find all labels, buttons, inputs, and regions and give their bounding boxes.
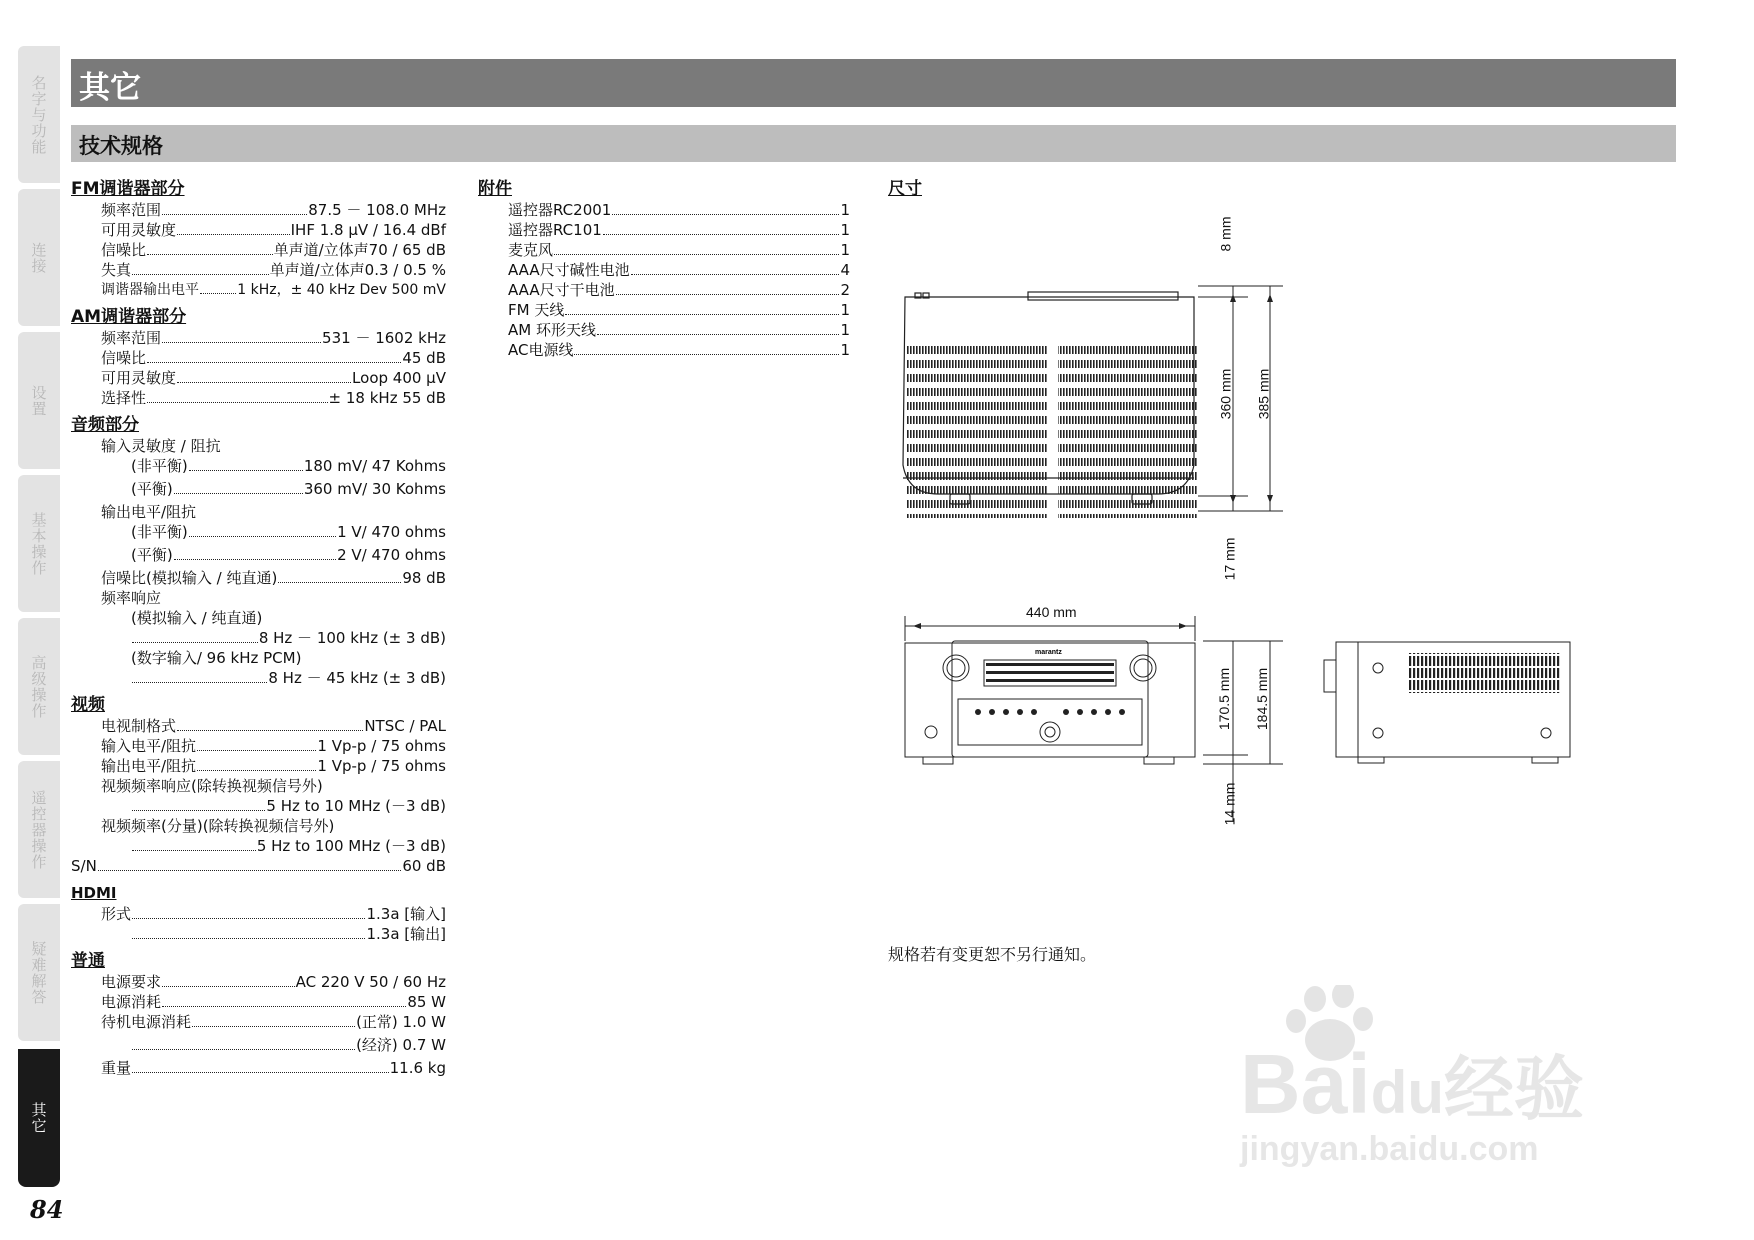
tab-others[interactable] (18, 1049, 60, 1187)
page-title-bar (71, 59, 1676, 107)
tab-label: 基本操作 (29, 511, 48, 576)
spec-row: 形式 1.3a [输入] (101, 905, 446, 923)
watermark-cn: 经验 (1444, 1050, 1585, 1128)
dim-label: 14 mm (1221, 782, 1238, 826)
tab-setup[interactable] (18, 332, 60, 469)
dim-label: 385 mm (1255, 368, 1272, 420)
accessory-row: 遥控器RC101 1 (508, 221, 850, 239)
hdmi-heading: HDMI (71, 884, 117, 902)
accessory-row: AAA尺寸碱性电池 4 (508, 261, 850, 279)
baidu-watermark (1240, 985, 1670, 1175)
dimension-diagram (888, 176, 1688, 946)
spec-row: 电源消耗 85 W (101, 993, 446, 1011)
spec-row: 5 Hz to 10 MHz (－3 dB) (71, 796, 446, 816)
watermark-brand: Bai (1240, 1037, 1371, 1131)
spec-row: 输出电平/阻抗 1 Vp-p / 75 ohms (101, 757, 446, 775)
tab-remote-operation[interactable] (18, 761, 60, 898)
spec-row: 失真 单声道/立体声0.3 / 0.5 % (101, 261, 446, 279)
accessories-column (478, 176, 850, 360)
accessory-row: AAA尺寸干电池 2 (508, 281, 850, 299)
side-vent (1408, 653, 1560, 693)
am-heading: AM调谐器部分 (71, 307, 187, 327)
page-title: 其它 (79, 70, 141, 106)
spec-row: (经济) 0.7 W (71, 1035, 446, 1058)
top-vent-left (907, 342, 1047, 518)
spec-row: 信噪比 单声道/立体声70 / 65 dB (101, 241, 446, 259)
spec-subtitle: 输出电平/阻抗 (101, 503, 197, 521)
spec-change-note: 规格若有变更恕不另行通知。 (888, 945, 1097, 964)
dim-label: 360 mm (1217, 368, 1234, 420)
page-number: 84 (30, 1195, 64, 1224)
spec-row: 调谐器输出电平 1 kHz，± 40 kHz Dev 500 mV (101, 282, 446, 298)
dim-label: 170.5 mm (1216, 667, 1233, 731)
tab-label: 名字与功能 (29, 74, 48, 155)
tab-label: 连接 (29, 241, 48, 274)
spec-row: 待机电源消耗 (正常) 1.0 W (101, 1013, 446, 1031)
spec-row: 1.3a [输出] (71, 924, 446, 944)
spec-subtitle: 视频频率(分量)(除转换视频信号外) (101, 817, 335, 835)
spec-row: 8 Hz － 100 kHz (± 3 dB) (71, 628, 446, 648)
spec-row: 重量 11.6 kg (101, 1059, 446, 1077)
spec-row: 频率范围 87.5 － 108.0 MHz (101, 201, 446, 219)
tab-basic-operation[interactable] (18, 475, 60, 612)
section-tabs (18, 46, 60, 1193)
spec-row: (非平衡) 1 V/ 470 ohms (131, 523, 446, 541)
accessory-row: 麦克风 1 (508, 241, 850, 259)
dim-label: 184.5 mm (1254, 667, 1271, 731)
front-panel-brand: marantz (1035, 649, 1062, 656)
tab-label: 疑难解答 (29, 940, 48, 1005)
spec-row: 可用灵敏度 Loop 400 μV (101, 369, 446, 387)
watermark-url: jingyan.baidu.com (1240, 1130, 1539, 1168)
tab-advanced-operation[interactable] (18, 618, 60, 755)
accessory-row: FM 天线 1 (508, 301, 850, 319)
spec-subtitle: 视频频率响应(除转换视频信号外) (101, 777, 323, 795)
spec-subtitle: 输入灵敏度 / 阻抗 (101, 437, 221, 455)
tab-label: 遥控器操作 (29, 789, 48, 870)
spec-row: 信噪比 45 dB (101, 349, 446, 367)
dimensions-heading: 尺寸 (888, 179, 922, 199)
section-title: 技术规格 (79, 134, 163, 158)
spec-row: 选择性 ± 18 kHz 55 dB (101, 389, 446, 407)
spec-subtitle: (数字输入/ 96 kHz PCM) (131, 649, 302, 667)
section-title-bar (71, 125, 1676, 162)
dimension-drawings (888, 176, 1688, 956)
spec-row: 信噪比(模拟输入 / 纯直通) 98 dB (101, 569, 446, 587)
fm-heading: FM调谐器部分 (71, 179, 185, 199)
accessory-row: AC电源线 1 (508, 341, 850, 359)
spec-column (71, 176, 446, 1078)
dim-label: 440 mm (1026, 604, 1077, 620)
spec-row: 5 Hz to 100 MHz (－3 dB) (71, 836, 446, 856)
spec-row: (非平衡) 180 mV/ 47 Kohms (131, 457, 446, 475)
spec-row: 频率范围 531 － 1602 kHz (101, 329, 446, 347)
spec-subtitle: 频率响应 (101, 589, 162, 607)
watermark-brand2: du (1370, 1059, 1445, 1126)
spec-row: 8 Hz － 45 kHz (± 3 dB) (71, 668, 446, 688)
spec-row: 可用灵敏度 IHF 1.8 μV / 16.4 dBf (101, 221, 446, 239)
accessories-heading: 附件 (478, 179, 512, 199)
audio-heading: 音频部分 (71, 415, 139, 435)
tab-names-functions[interactable] (18, 46, 60, 183)
tab-label: 其它 (29, 1102, 48, 1134)
dim-label: 8 mm (1217, 216, 1234, 252)
top-vent-right (1058, 342, 1198, 518)
accessory-row: 遥控器RC2001 1 (508, 201, 850, 219)
video-heading: 视频 (71, 695, 105, 715)
spec-row: 输入电平/阻抗 1 Vp-p / 75 ohms (101, 737, 446, 755)
accessory-row: AM 环形天线 1 (508, 321, 850, 339)
tab-label: 高级操作 (29, 654, 48, 719)
spec-row: (平衡) 2 V/ 470 ohms (131, 546, 446, 564)
tab-troubleshooting[interactable] (18, 904, 60, 1041)
spec-row: (平衡) 360 mV/ 30 Kohms (131, 480, 446, 498)
spec-row: 电源要求 AC 220 V 50 / 60 Hz (101, 973, 446, 991)
dim-label: 17 mm (1221, 537, 1238, 581)
spec-subtitle: (模拟输入 / 纯直通) (131, 609, 263, 627)
general-heading: 普通 (71, 951, 105, 971)
spec-row: S/N 60 dB (71, 857, 446, 875)
spec-row: 电视制格式 NTSC / PAL (101, 717, 446, 735)
tab-label: 设置 (29, 384, 48, 417)
tab-connections[interactable] (18, 189, 60, 326)
